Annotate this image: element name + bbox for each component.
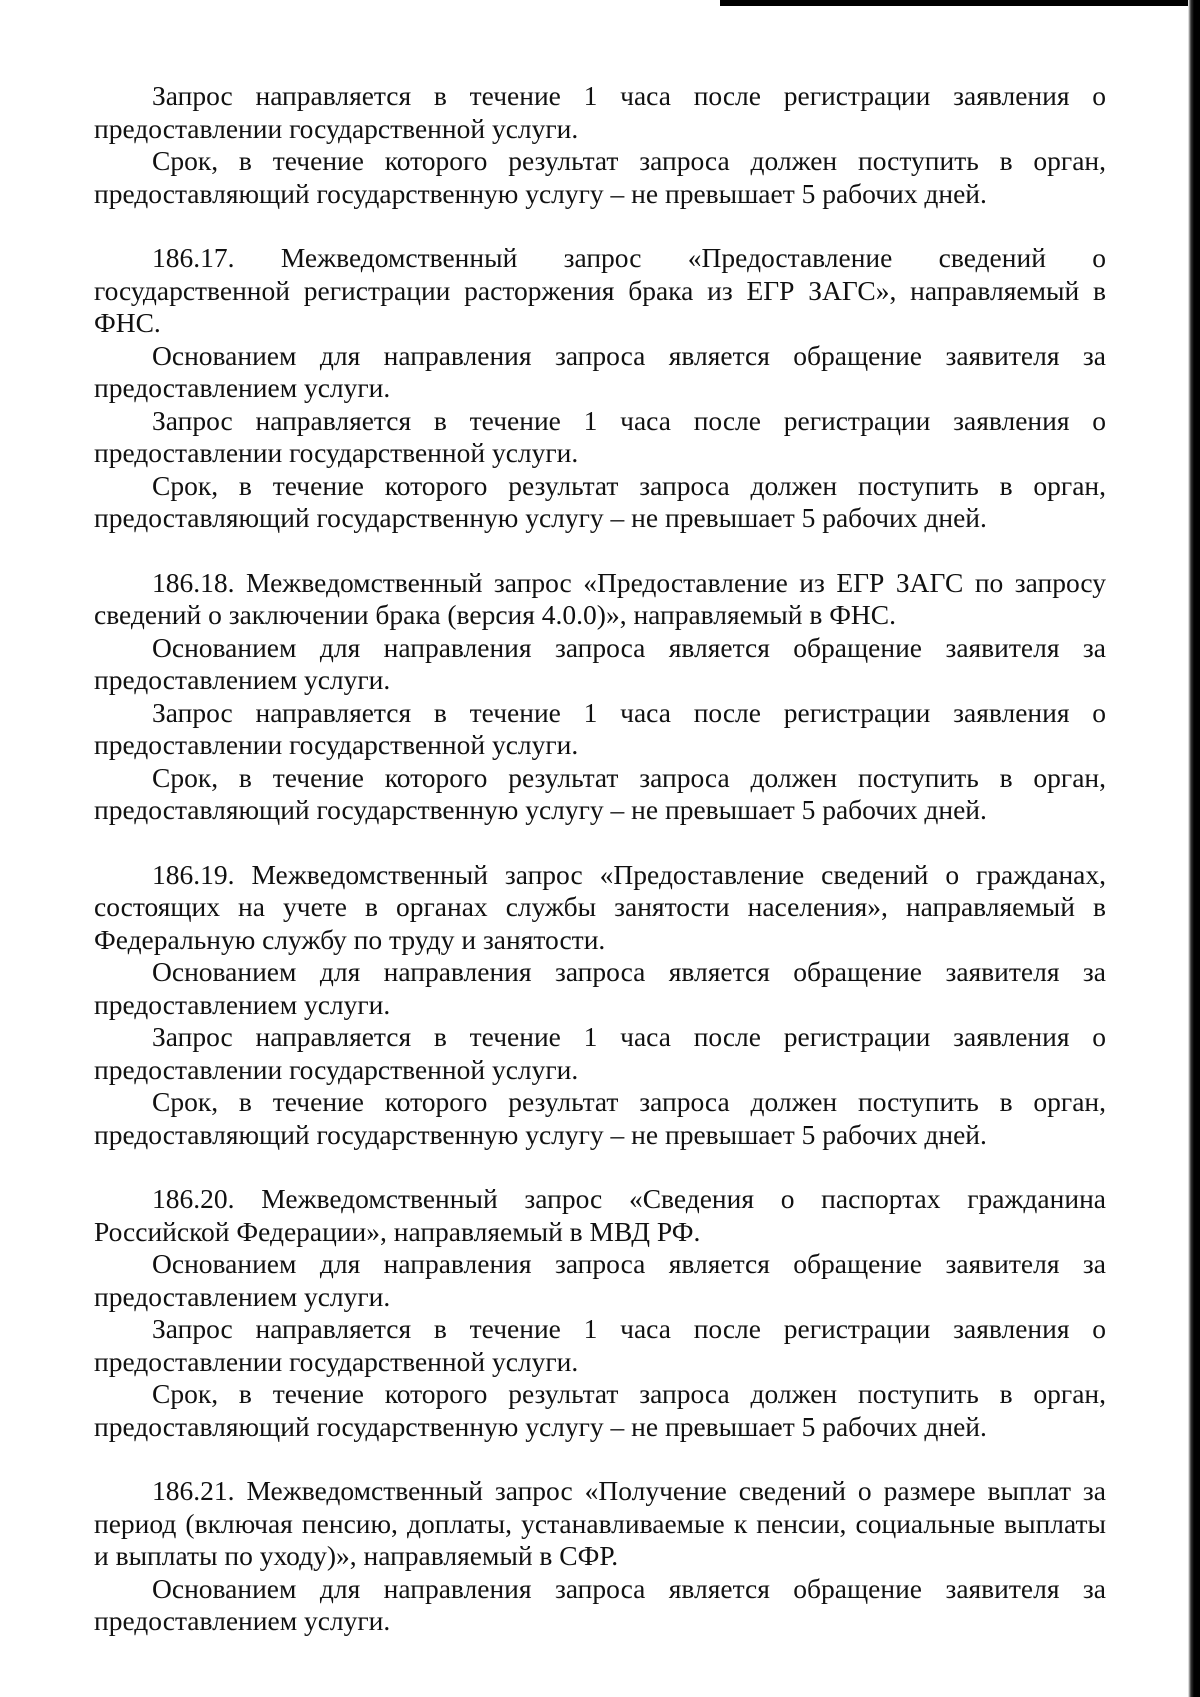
- section-heading: 186.17. Межведомственный запрос «Предоставление сведений о государственной регистрации расторжения брака из ЕГР ЗАГС», направляемый в ФНС.: [94, 242, 1106, 338]
- basis-paragraph: Основанием для направления запроса является обращение заявителя за предоставлением услуги.: [94, 1248, 1106, 1312]
- section-186-18: [94, 567, 1106, 827]
- section-186-20: [94, 1183, 1106, 1443]
- section-186-19: [94, 859, 1106, 1152]
- basis-paragraph: Основанием для направления запроса является обращение заявителя за предоставлением услуги.: [94, 339, 1106, 403]
- section-heading: 186.19. Межведомственный запрос «Предоставление сведений о гражданах, состоящих на учете в органах службы занятости населения», направляемый в Федеральную службу по труду и занятости.: [94, 858, 1106, 955]
- section-heading: 186.21. Межведомственный запрос «Получение сведений о размере выплат за период (включая пенсию, доплаты, устанавливаемые к пенсии, социальные выплаты и выплаты по уходу)», направляемый в СФР.: [94, 1475, 1106, 1571]
- section-heading: 186.20. Межведомственный запрос «Сведения о паспортах гражданина Российской Федерации», направляемый в МВД РФ.: [94, 1183, 1106, 1247]
- scan-edge-right: [1188, 0, 1200, 1697]
- section-186-21: [94, 1475, 1106, 1638]
- section-186-17: [94, 242, 1106, 535]
- basis-paragraph: Основанием для направления запроса является обращение заявителя за предоставлением услуги.: [94, 956, 1106, 1020]
- deadline-paragraph: Срок, в течение которого результат запроса должен поступить в орган, предоставляющий государственную услугу – не превышает 5 рабочих дней.: [94, 761, 1106, 825]
- deadline-paragraph: Срок, в течение которого результат запроса должен поступить в орган, предоставляющий государственную услугу – не превышает 5 рабочих дней.: [94, 469, 1106, 533]
- deadline-paragraph: Срок, в течение которого результат запроса должен поступить в орган, предоставляющий государственную услугу – не превышает 5 рабочих дней.: [94, 1378, 1106, 1442]
- timing-paragraph: Запрос направляется в течение 1 часа после регистрации заявления о предоставлении государственной услуги.: [94, 404, 1106, 468]
- deadline-paragraph: Срок, в течение которого результат запроса должен поступить в орган, предоставляющий государственную услугу – не превышает 5 рабочих дней.: [94, 1086, 1106, 1150]
- intro-deadline-paragraph: Срок, в течение которого результат запроса должен поступить в орган, предоставляющий государственную услугу – не превышает 5 рабочих дней.: [94, 145, 1106, 209]
- section-heading: 186.18. Межведомственный запрос «Предоставление из ЕГР ЗАГС по запросу сведений о заключении брака (версия 4.0.0)», направляемый в ФНС.: [94, 566, 1106, 630]
- document-body: [94, 80, 1106, 1638]
- basis-paragraph: Основанием для направления запроса является обращение заявителя за предоставлением услуги.: [94, 631, 1106, 695]
- timing-paragraph: Запрос направляется в течение 1 часа после регистрации заявления о предоставлении государственной услуги.: [94, 696, 1106, 760]
- scan-edge-top: [720, 0, 1200, 6]
- intro-timing-paragraph: Запрос направляется в течение 1 часа после регистрации заявления о предоставлении государственной услуги.: [94, 80, 1106, 144]
- basis-paragraph: Основанием для направления запроса является обращение заявителя за предоставлением услуги.: [94, 1572, 1106, 1636]
- timing-paragraph: Запрос направляется в течение 1 часа после регистрации заявления о предоставлении государственной услуги.: [94, 1021, 1106, 1085]
- timing-paragraph: Запрос направляется в течение 1 часа после регистрации заявления о предоставлении государственной услуги.: [94, 1313, 1106, 1377]
